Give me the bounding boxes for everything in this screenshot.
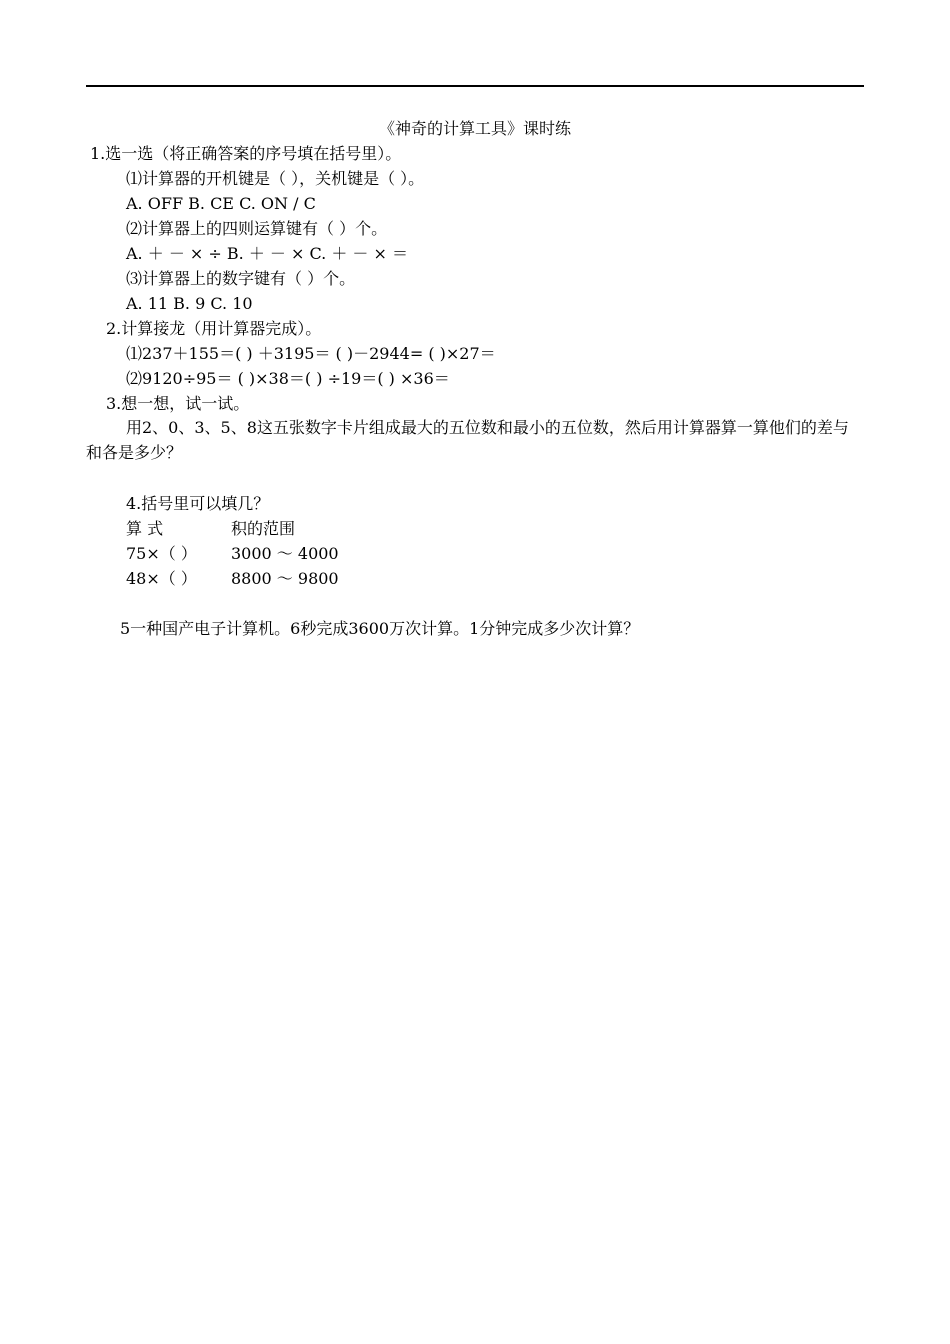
q1-sub2-options: A. ＋ － × ÷ B. ＋ － × C. ＋ － × ＝ — [126, 244, 408, 263]
q3-heading: 3.想一想，试一试。 — [106, 394, 250, 413]
q3-text: 用2、0、3、5、8这五张数字卡片组成最大的五位数和最小的五位数，然后用计算器算一算他们的差与和各是多少？ — [86, 418, 849, 462]
q1-sub1-options: A. OFF B. CE C. ON / C — [126, 194, 316, 213]
q1-sub2: ⑵计算器上的四则运算键有（ ）个。 — [126, 219, 388, 238]
q2-chain1: ⑴237＋155＝( ) ＋3195＝ ( )－2944= ( )×27＝ — [126, 344, 496, 363]
q2-chain2: ⑵9120÷95＝ ( )×38＝( ) ÷19＝( ) ×36＝ — [126, 369, 450, 388]
q4-col-range: 积的范围 — [231, 519, 296, 538]
q2-heading: 2.计算接龙（用计算器完成）。 — [106, 319, 322, 338]
q4-col-expr: 算 式 — [126, 519, 164, 538]
q1-sub3: ⑶计算器上的数字键有（ ）个。 — [126, 269, 356, 288]
q5-text: 5一种国产电子计算机。6秒完成3600万次计算。1分钟完成多少次计算？ — [120, 619, 640, 638]
q4-row-range: 3000 ～ 4000 — [231, 544, 339, 563]
q4-row-range: 8800 ～ 9800 — [231, 569, 339, 588]
worksheet-title: 《神奇的计算工具》课时练 — [378, 119, 571, 138]
header-rule — [86, 85, 864, 87]
q4-row-expr: 75×（ ） — [126, 544, 197, 563]
q1-heading: 1.选一选（将正确答案的序号填在括号里）。 — [90, 144, 402, 163]
q4-row-expr: 48×（ ） — [126, 569, 197, 588]
q4-heading: 4.括号里可以填几？ — [126, 494, 270, 513]
q1-sub3-options: A. 11 B. 9 C. 10 — [126, 294, 253, 313]
q1-sub1: ⑴计算器的开机键是（ ），关机键是（ ）。 — [126, 169, 425, 188]
